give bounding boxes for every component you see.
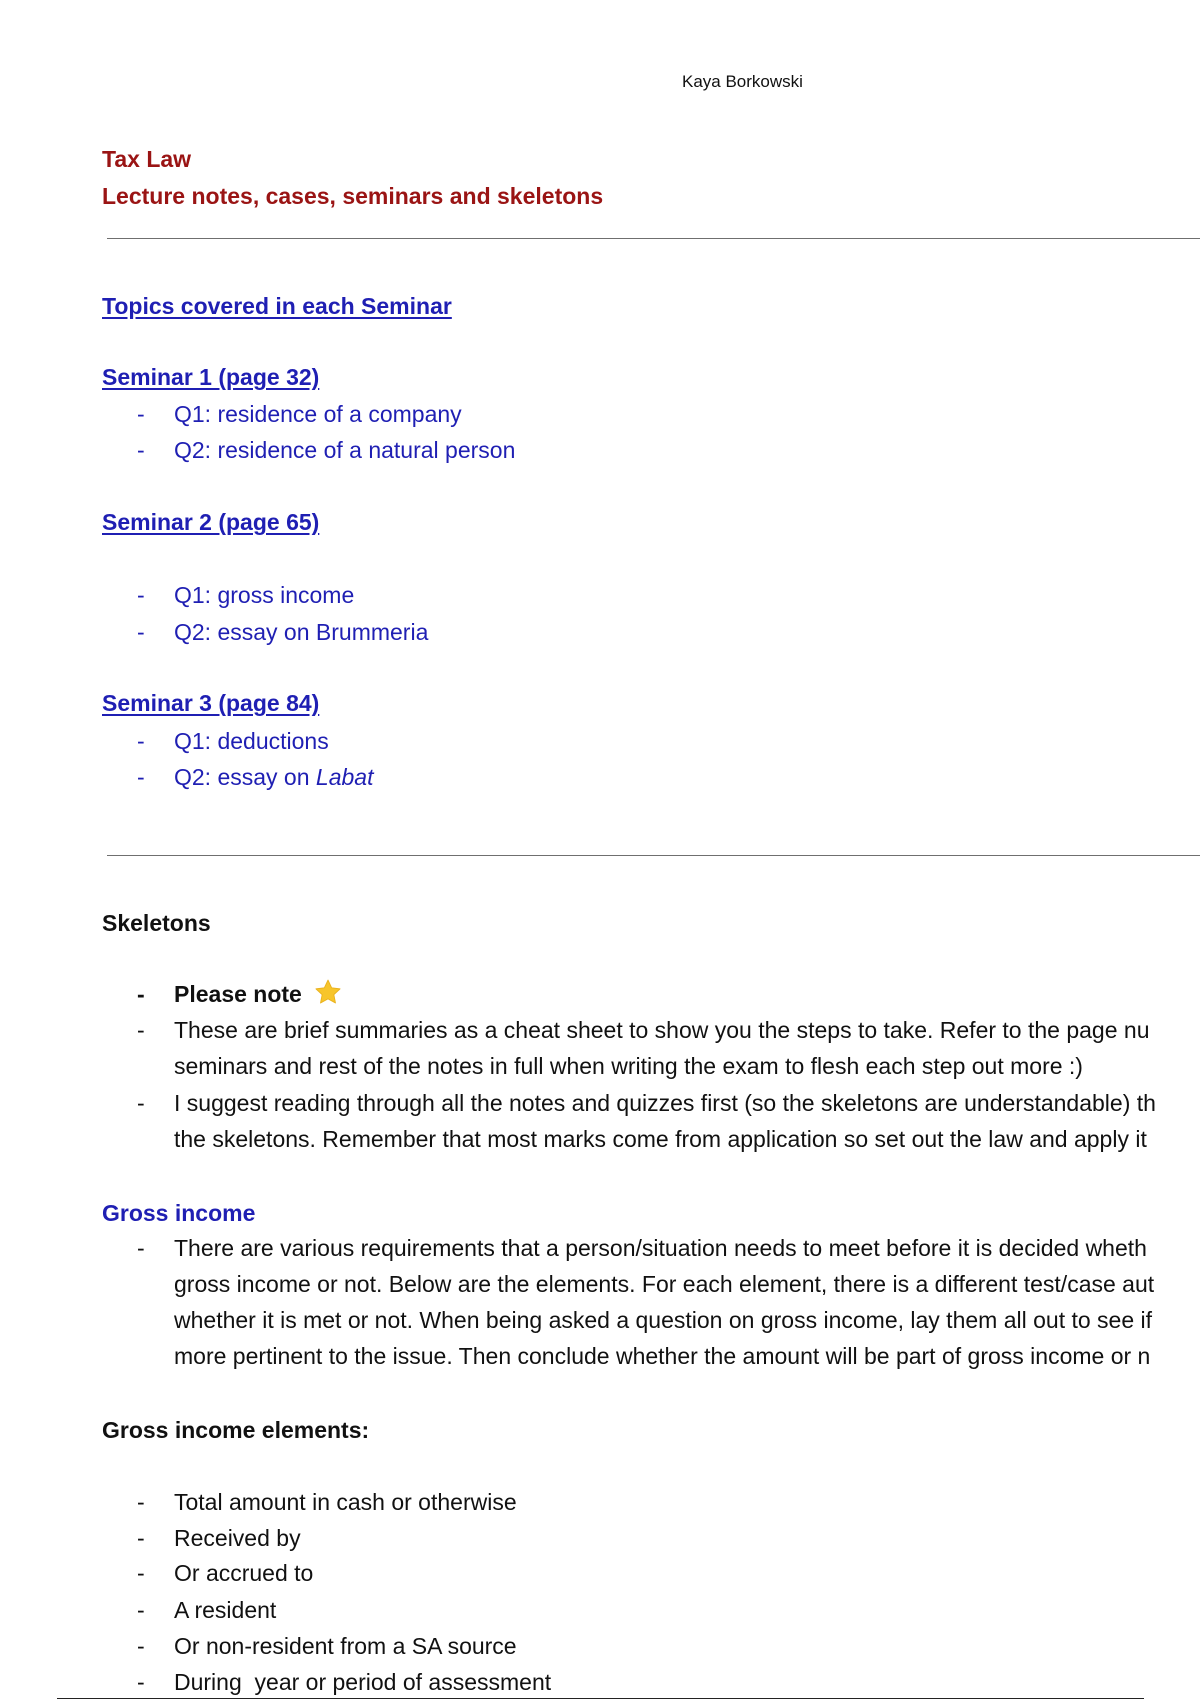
seminar-2-q2: Q2: essay on Brummeria bbox=[174, 619, 429, 645]
list-marker: - bbox=[137, 582, 145, 608]
gross-income-line-3: whether it is met or not. When being asked a question on gross income, lay them all out to see if bbox=[174, 1307, 1153, 1333]
list-marker: - bbox=[137, 437, 145, 463]
seminar-3-q2 bbox=[174, 759, 373, 795]
list-marker: - bbox=[137, 1560, 145, 1586]
list-marker: - bbox=[137, 1489, 145, 1515]
list-marker: - bbox=[137, 1597, 145, 1623]
seminar-1-q1: Q1: residence of a company bbox=[174, 401, 462, 427]
element-2: Received by bbox=[174, 1525, 301, 1551]
list-marker: - bbox=[137, 728, 145, 754]
seminar-1-link[interactable]: Seminar 1 (page 32) bbox=[102, 364, 320, 390]
seminar-1-q2: Q2: residence of a natural person bbox=[174, 437, 516, 463]
gross-income-elements-heading: Gross income elements: bbox=[102, 1417, 370, 1443]
topics-link[interactable]: Topics covered in each Seminar bbox=[102, 293, 452, 319]
seminar-2-q1: Q1: gross income bbox=[174, 582, 355, 608]
seminar-3-q1: Q1: deductions bbox=[174, 728, 329, 754]
case-name-italic: Labat bbox=[315, 764, 374, 790]
list-marker: - bbox=[137, 981, 145, 1007]
document-title: Tax Law bbox=[102, 146, 192, 172]
divider-top bbox=[107, 238, 1200, 239]
seminar-2-link[interactable]: Seminar 2 (page 65) bbox=[102, 509, 320, 535]
skeletons-heading: Skeletons bbox=[102, 910, 211, 936]
skeleton-note-2-line-2: the skeletons. Remember that most marks come from application so set out the law and apply it bbox=[174, 1126, 1147, 1152]
skeleton-note-1-line-2: seminars and rest of the notes in full when writing the exam to flesh each step out more :) bbox=[174, 1053, 1083, 1079]
gross-income-line-1: There are various requirements that a person/situation needs to meet before it is decided wheth bbox=[174, 1235, 1147, 1261]
seminar-3-link[interactable]: Seminar 3 (page 84) bbox=[102, 690, 320, 716]
list-marker: - bbox=[137, 1669, 145, 1695]
list-marker: - bbox=[137, 764, 145, 790]
page-bottom-rule bbox=[57, 1698, 1144, 1699]
list-marker: - bbox=[137, 1525, 145, 1551]
element-3: Or accrued to bbox=[174, 1560, 314, 1586]
element-1: Total amount in cash or otherwise bbox=[174, 1489, 517, 1515]
list-marker: - bbox=[137, 1235, 145, 1261]
gross-income-heading: Gross income bbox=[102, 1200, 256, 1226]
skeleton-note-2-line-1: I suggest reading through all the notes and quizzes first (so the skeletons are understandable) th bbox=[174, 1090, 1156, 1116]
author-name: Kaya Borkowski bbox=[682, 72, 803, 91]
element-5: Or non-resident from a SA source bbox=[174, 1633, 517, 1659]
element-6: During year or period of assessment bbox=[174, 1669, 552, 1695]
gross-income-line-2: gross income or not. Below are the elements. For each element, there is a different test/case aut bbox=[174, 1271, 1155, 1297]
list-marker: - bbox=[137, 401, 145, 427]
divider-middle bbox=[107, 855, 1200, 856]
star-icon bbox=[314, 978, 342, 1006]
list-marker: - bbox=[137, 1633, 145, 1659]
element-4: A resident bbox=[174, 1597, 277, 1623]
list-marker: - bbox=[137, 1090, 145, 1116]
list-marker: - bbox=[137, 619, 145, 645]
skeleton-note-1-line-1: These are brief summaries as a cheat sheet to show you the steps to take. Refer to the page nu bbox=[174, 1017, 1150, 1043]
please-note-label: Please note bbox=[174, 981, 302, 1007]
gross-income-line-4: more pertinent to the issue. Then conclude whether the amount will be part of gross income or n bbox=[174, 1343, 1151, 1369]
seminar-3-q2-text: Q2: essay on bbox=[174, 764, 316, 790]
list-marker: - bbox=[137, 1017, 145, 1043]
document-subtitle: Lecture notes, cases, seminars and skeletons bbox=[102, 183, 604, 209]
